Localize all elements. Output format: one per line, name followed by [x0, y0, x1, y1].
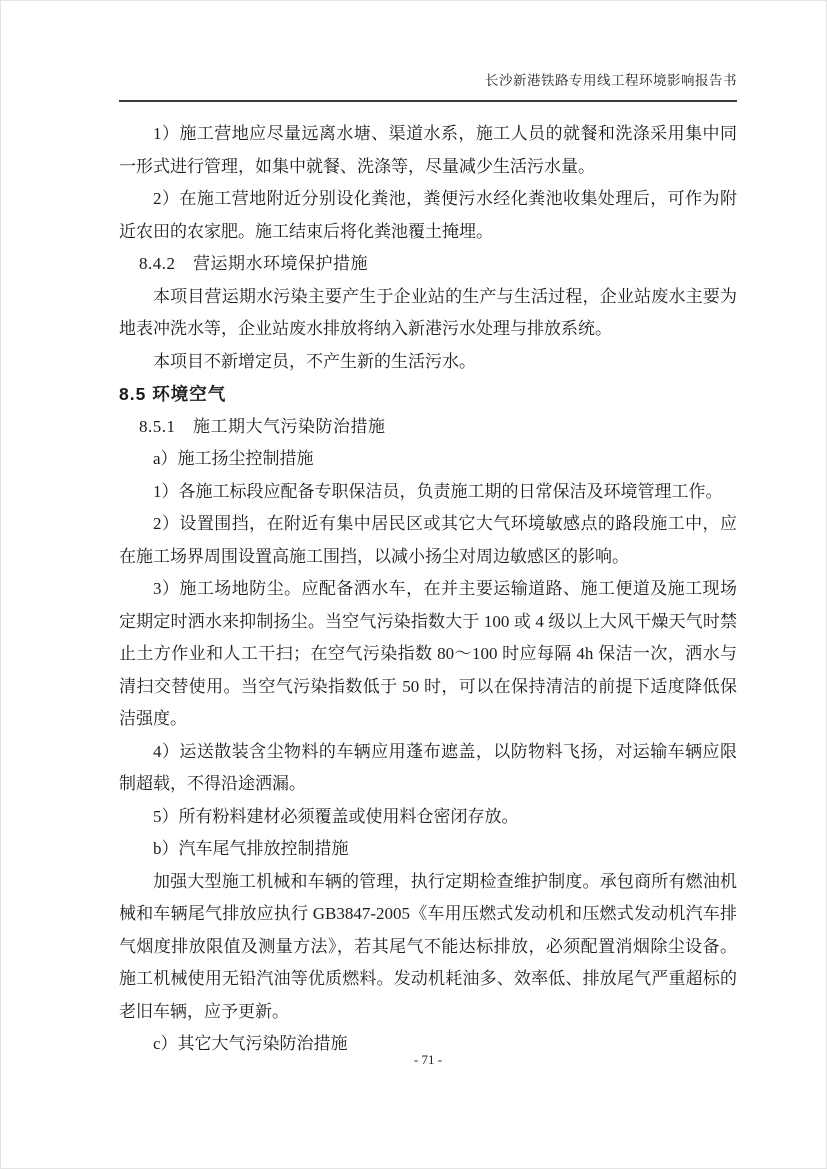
- page-body: [119, 118, 737, 1061]
- page-footer: [119, 1052, 737, 1068]
- paragraph-item-1-cleaners: 1）各施工标段应配备专职保洁员，负责施工期的日常保洁及环境管理工作。: [153, 481, 723, 501]
- section-heading-8-5-1: 8.5.1 施工期大气污染防治措施: [139, 416, 386, 436]
- paragraph-item-5-powder-storage: 5）所有粉料建材必须覆盖或使用料仓密闭存放。: [153, 806, 519, 826]
- paragraph-no-new-staff: 本项目不新增定员，不产生新的生活污水。: [153, 351, 476, 371]
- paragraph-item-b-exhaust-control: b）汽车尾气排放控制措施: [153, 839, 349, 858]
- paragraph-item-3-water-spraying: 3）施工场地防尘。应配备洒水车，在并主要运输道路、施工便道及施工现场定期定时洒水来抑制扬尘。当空气污染指数大于 100 或 4 级以上大风干燥天气时禁止土方作业和人工干扫；在空气污染指数 80～100 时应每隔 4h 保洁一次，洒水与清扫交替使用。当空气污染指数低于 50 时，可以在保持清洁的前提下适度降低保洁强度。: [119, 579, 737, 728]
- paragraph-construction-camp-siting: 1）施工营地应尽量远离水塘、渠道水系，施工人员的就餐和洗涤采用集中同一形式进行管理，如集中就餐、洗涤等，尽量减少生活污水量。: [119, 124, 737, 176]
- paragraph-operation-wastewater: 本项目营运期水污染主要产生于企业站的生产与生活过程，企业站废水主要为地表冲洗水等，企业站废水排放将纳入新港污水处理与排放系统。: [119, 286, 737, 338]
- paragraph-item-a-dust-control: a）施工扬尘控制措施: [153, 449, 314, 468]
- paragraph-item-c-other-measures: c）其它大气污染防治措施: [153, 1034, 348, 1053]
- paragraph-item-2-enclosure: 2）设置围挡，在附近有集中居民区或其它大气环境敏感点的路段施工中，应在施工场界周围设置高施工围挡，以减小扬尘对周边敏感区的影响。: [119, 514, 737, 566]
- chapter-heading-8-5: 8.5 环境空气: [119, 384, 227, 404]
- page-number: - 71 -: [413, 1052, 443, 1067]
- running-header-title: 长沙新港铁路专用线工程环境影响报告书: [485, 73, 737, 88]
- paragraph-septic-tank: 2）在施工营地附近分别设化粪池，粪便污水经化粪池收集处理后，可作为附近农田的农家肥。施工结束后将化粪池覆土掩埋。: [119, 189, 737, 241]
- paragraph-machinery-management: 加强大型施工机械和车辆的管理，执行定期检查维护制度。承包商所有燃油机械和车辆尾气排放应执行 GB3847-2005《车用压燃式发动机和压燃式发动机汽车排气烟度排放限值及测量方法》，若其尾气不能达标排放，必须配置消烟除尘设备。施工机械使用无铅汽油等优质燃料。发动机耗油多、效率低、排放尾气严重超标的老旧车辆，应予更新。: [119, 871, 737, 1021]
- section-heading-8-4-2: 8.4.2 营运期水环境保护措施: [139, 254, 368, 273]
- paragraph-item-4-vehicle-cover: 4）运送散装含尘物料的车辆应用蓬布遮盖，以防物料飞扬，对运输车辆应限制超载，不得沿途洒漏。: [119, 741, 737, 793]
- running-header: [119, 71, 737, 102]
